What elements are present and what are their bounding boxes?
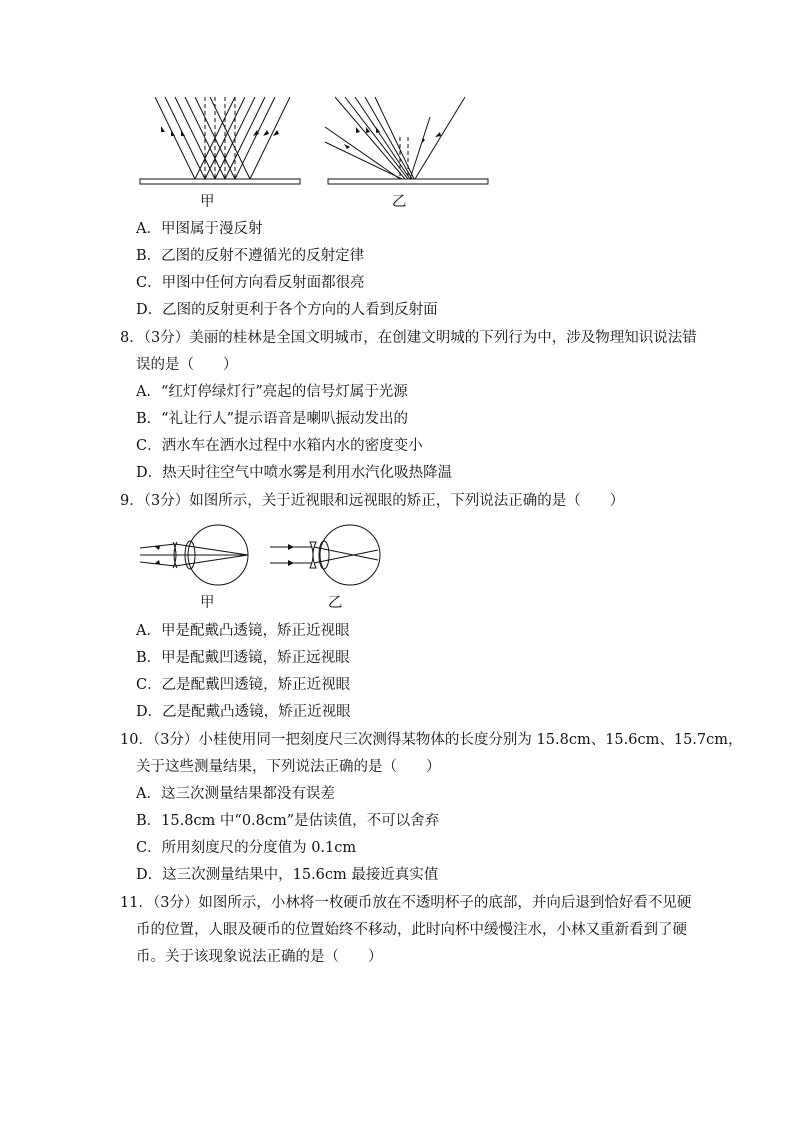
q8-stem-line2: 误的是（ ） xyxy=(136,357,238,373)
q10-option-c: C．所用刻度尺的分度值为 0.1cm xyxy=(136,840,357,856)
figure-label-jia: 甲 xyxy=(200,194,215,210)
q8-option-a: A．“红灯停绿灯行”亮起的信号灯属于光源 xyxy=(136,384,408,400)
q10-stem-line1: 10．（3分）小桂使用同一把刻度尺三次测得某物体的长度分别为 15.8cm、15.6cm、15.7cm， xyxy=(120,732,743,748)
q9-option-a: A．甲是配戴凸透镜，矫正近视眼 xyxy=(136,623,350,639)
q9-option-c: C．乙是配戴凹透镜，矫正近视眼 xyxy=(136,677,351,693)
reflection-figure xyxy=(130,92,500,192)
q10-option-a: A．这三次测量结果都没有误差 xyxy=(136,786,335,802)
q11-stem-line1: 11．（3分）如图所示，小林将一枚硬币放在不透明杯子的底部，并向后退到恰好看不见硬 xyxy=(120,895,692,911)
q9-stem-line1: 9．（3分）如图所示，关于近视眼和远视眼的矫正，下列说法正确的是（ ） xyxy=(120,493,625,509)
eye-correction-figure xyxy=(138,520,388,590)
q7-option-b: B．乙图的反射不遵循光的反射定律 xyxy=(136,248,365,264)
diffuse-reflection-diagram xyxy=(325,97,488,184)
q10-option-b: B．15.8cm 中“0.8cm”是估读值，不可以舍弃 xyxy=(136,813,440,829)
specular-reflection-diagram xyxy=(140,97,300,184)
q8-stem-line1: 8．（3分）美丽的桂林是全国文明城市，在创建文明城的下列行为中，涉及物理知识说法错 xyxy=(120,330,697,346)
eye-figure-label-yi: 乙 xyxy=(328,595,343,611)
q11-stem-line3: 币。关于该现象说法正确的是（ ） xyxy=(136,949,383,965)
eye-figure-label-jia: 甲 xyxy=(200,595,215,611)
q8-option-d: D．热天时往空气中喷水雾是利用水汽化吸热降温 xyxy=(136,465,453,481)
q11-stem-line2: 币的位置，人眼及硬币的位置始终不移动，此时向杯中缓慢注水，小林又重新看到了硬 xyxy=(136,922,687,938)
q8-option-b: B．“礼让行人”提示语音是喇叭振动发出的 xyxy=(136,411,408,427)
q7-option-a: A．甲图属于漫反射 xyxy=(136,221,263,237)
q7-option-d: D．乙图的反射更利于各个方向的人看到反射面 xyxy=(136,302,438,318)
q10-stem-line2: 关于这些测量结果，下列说法正确的是（ ） xyxy=(136,759,441,775)
eye-diagram-yi xyxy=(270,525,380,585)
q9-option-b: B．甲是配戴凹透镜，矫正远视眼 xyxy=(136,650,350,666)
figure-label-yi: 乙 xyxy=(392,194,407,210)
q7-option-c: C．甲图中任何方向看反射面都很亮 xyxy=(136,275,365,291)
eye-diagram-jia xyxy=(140,525,248,585)
q10-option-d: D．这三次测量结果中，15.6cm 最接近真实值 xyxy=(136,867,439,883)
q8-option-c: C．洒水车在洒水过程中水箱内水的密度变小 xyxy=(136,438,423,454)
q9-option-d: D．乙是配戴凸透镜，矫正近视眼 xyxy=(136,704,351,720)
